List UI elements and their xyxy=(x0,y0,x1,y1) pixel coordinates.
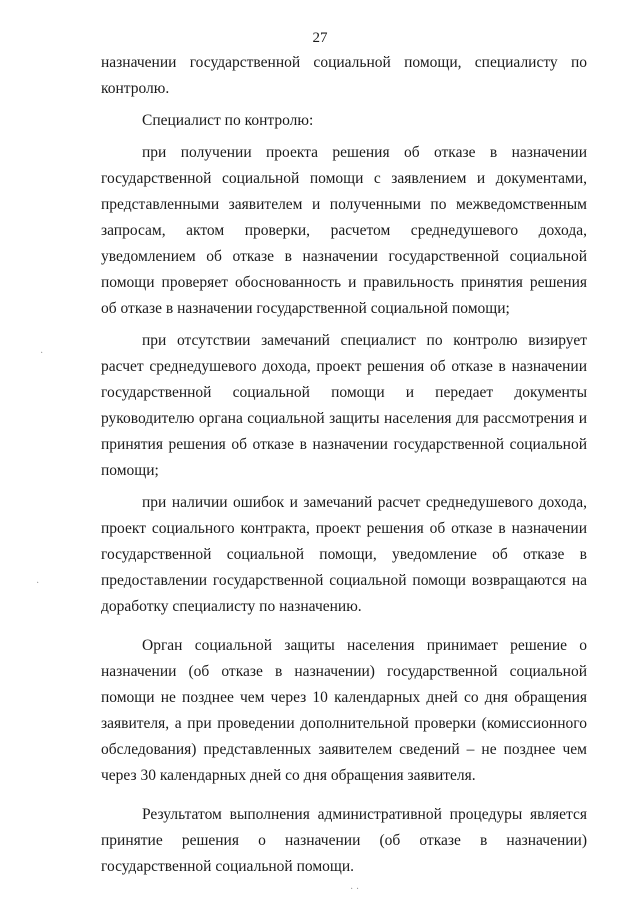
page-number: 27 xyxy=(312,30,328,46)
paragraph-review: при получении проекта решения об отказе в назначении государственной социальной помощи с заявлением и документами, представленными заявителем и полученными по межведомственным запросам, актом проверки, расчетом среднедушевого дохода, уведомлением об отказе в назначении государственной социальной помощи проверяет обоснованность и правильность принятия решения об отказе в назначении государственной социальной помощи; xyxy=(101,144,587,317)
paragraph-decision-terms: Орган социальной защиты населения принимает решение о назначении (об отказе в назначении) государственной социальной помощи не позднее чем через 10 календарных дней со дня обращения заявителя, а при проведении дополнительной проверки (комиссионного обследования) представленных заявителем сведений – не позднее чем через 30 календарных дней со дня обращения заявителя. xyxy=(101,637,587,784)
paragraph-with-errors: при наличии ошибок и замечаний расчет среднедушевого дохода, проект социального контракта, проект решения об отказе в назначении государственной социальной помощи, уведомление об отказе в предоставлении государственной социальной помощи возвращаются на доработку специалисту по назначению. xyxy=(101,494,587,615)
paragraph-no-remarks: при отсутствии замечаний специалист по контролю визирует расчет среднедушевого дохода, проект решения об отказе в назначении государственной социальной помощи и передает документы руководителю органа социальной защиты населения для рассмотрения и принятия решения об отказе в назначении государственной социальной помощи; xyxy=(101,332,587,479)
paragraph-heading-controller: Специалист по контролю: xyxy=(142,112,314,129)
scan-speck: · xyxy=(40,348,44,359)
document-body xyxy=(101,50,587,880)
scan-speck: · · xyxy=(350,884,360,895)
paragraph-result: Результатом выполнения административной процедуры является принятие решения о назначении (об отказе в назначении) государственной социальной помощи. xyxy=(101,806,587,875)
paragraph-continuation: назначении государственной социальной помощи, специалисту по контролю. xyxy=(101,54,587,97)
scan-speck: · xyxy=(36,578,40,589)
